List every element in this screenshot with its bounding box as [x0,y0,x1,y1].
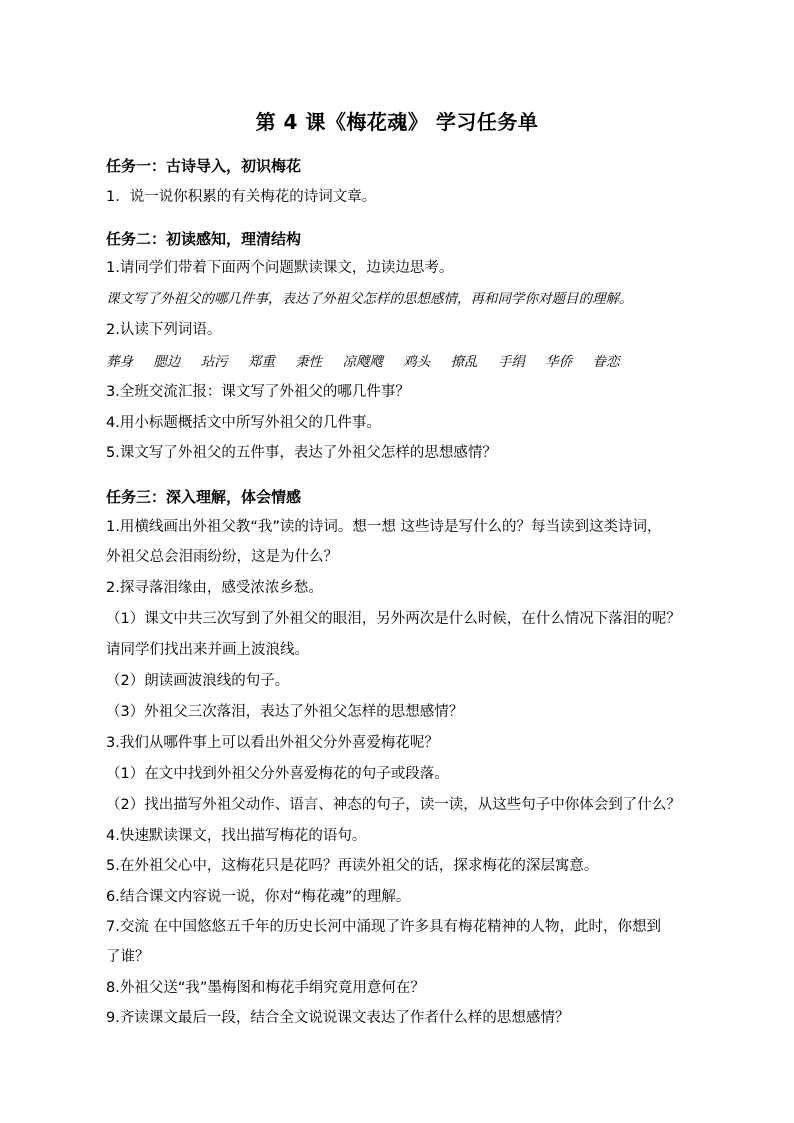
task3-q2-2: （2）朗读画波浪线的句子。 [106,673,290,689]
task3-q3-1: （1）在文中找到外祖父分外喜爱梅花的句子或段落。 [106,766,449,782]
task3-q7-line1: 7.交流 在中国悠悠五千年的历史长河中涌现了许多具有梅花精神的人物，此时，你想到 [106,919,661,935]
task3-q5: 5.在外祖父心中，这梅花只是花吗？再读外祖父的话，探求梅花的深层寓意。 [106,858,599,874]
task3-q1-line1: 1.用横线画出外祖父教“我”读的诗词。想一想 这些诗是写什么的？每当读到这类诗词， [106,519,662,535]
task3-q8: 8.外祖父送“我”墨梅图和梅花手绢究竟用意何在？ [106,980,425,996]
task1-item-1: 1．说一说你积累的有关梅花的诗词文章。 [106,189,377,205]
vocab-word: 葬身 [106,354,133,370]
vocab-word: 秉性 [295,354,323,370]
vocab-word: 撩乱 [450,354,478,370]
vocab-word: 腮边 [153,354,181,370]
vocabulary-list [106,350,635,370]
task3-q6: 6.结合课文内容说一说，你对“梅花魂”的理解。 [106,889,411,905]
task3-q3: 3.我们从哪件事上可以看出外祖父分外喜爱梅花呢？ [106,735,439,751]
task3-q4: 4.快速默读课文，找出描写梅花的语句。 [106,828,367,844]
task2-item-4: 4.用小标题概括文中所写外祖父的几件事。 [106,415,381,431]
task1-heading: 任务一：古诗导入，初识梅花 [106,157,302,175]
task2-item-3: 3.全班交流汇报：课文写了外祖父的哪几件事？ [106,384,410,400]
task2-heading: 任务二：初读感知，理清结构 [106,230,302,248]
task3-q1-line2: 外祖父总会泪雨纷纷，这是为什么？ [106,549,338,565]
vocab-word: 凉飕飕 [342,354,383,370]
task3-q2-1-line1: （1）课文中共三次写到了外祖父的眼泪，另外两次是什么时候，在什么情况下落泪的呢？ [106,611,681,627]
task3-q7-line2: 了谁？ [106,949,150,965]
vocab-word: 手绢 [497,354,525,370]
task3-q2-3: （3）外祖父三次落泪，表达了外祖父怎样的思想感情？ [106,704,464,720]
task3-q9: 9.齐读课文最后一段，结合全文说说课文表达了作者什么样的思想感情？ [106,1010,570,1026]
page-title: 第 4 课《梅花魂》 学习任务单 [255,110,539,134]
task3-q2-1-line2: 请同学们找出来并画上波浪线。 [106,642,309,658]
vocab-word: 玷污 [200,354,228,370]
vocab-word: 眷恋 [592,354,620,370]
task3-q3-2: （2）找出描写外祖父动作、语言、神态的句子，读一读，从这些句子中你体会到了什么？ [106,797,681,813]
task2-item-1: 1.请同学们带着下面两个问题默读课文，边读边思考。 [106,260,454,276]
task2-item-5: 5.课文写了外祖父的五件事，表达了外祖父怎样的思想感情？ [106,445,497,461]
task2-item-2: 2.认读下列词语。 [106,322,222,338]
task2-item-1-note: 课文写了外祖父的哪几件事，表达了外祖父怎样的思想感情，再和同学你对题目的理解。 [106,291,633,307]
task3-q2: 2.探寻落泪缘由，感受浓浓乡愁。 [106,580,323,596]
vocab-word: 华侨 [545,354,573,370]
task3-heading: 任务三：深入理解，体会情感 [106,488,302,506]
vocab-word: 郑重 [247,354,275,370]
vocab-word: 鸡头 [403,354,431,370]
